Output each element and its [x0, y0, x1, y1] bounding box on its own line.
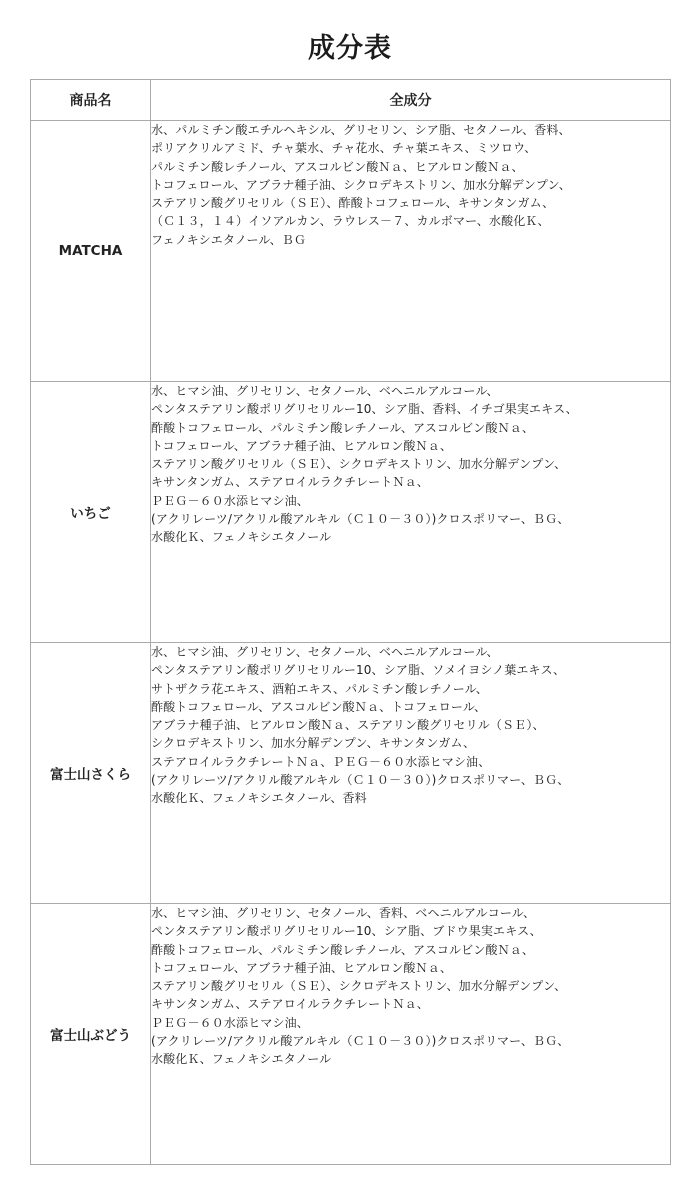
- ingredient-line: ステアリン酸グリセリル（ＳＥ）、酢酸トコフェロール、キサンタンガム、: [151, 196, 555, 211]
- ingredient-line: ステアリン酸グリセリル（ＳＥ）、シクロデキストリン、加水分解デンプン、: [151, 457, 567, 472]
- ingredient-line: 水酸化Ｋ、フェノキシエタノール、香料: [151, 791, 367, 806]
- table-row-ichigo: [31, 382, 671, 643]
- table-header: [31, 80, 671, 121]
- ingredient-list: [151, 382, 671, 643]
- ingredient-line: ペンタステアリン酸ポリグリセリルー10、シア脂、ブドウ果実エキス、: [151, 924, 542, 939]
- ingredient-line: ステアリン酸グリセリル（ＳＥ）、シクロデキストリン、加水分解デンプン、: [151, 979, 567, 994]
- ingredient-line: 酢酸トコフェロール、パルミチン酸レチノール、アスコルビン酸Ｎａ、: [151, 420, 535, 435]
- table-row-fujisan-sakura: [31, 643, 671, 904]
- ingredient-line: (アクリレーツ/アクリル酸アルキル（Ｃ１０－３０）)クロスポリマー、ＢＧ、: [151, 1034, 570, 1049]
- ingredient-line: ポリアクリルアミド、チャ葉水、チャ花水、チャ葉エキス、ミツロウ、: [151, 141, 537, 156]
- column-header-ingredients: 全成分: [151, 80, 671, 121]
- table-row-fujisan-budou: [31, 904, 671, 1165]
- product-name: 富士山ぶどう: [31, 904, 151, 1165]
- ingredient-line: サトザクラ花エキス、酒粕エキス、パルミチン酸レチノール、: [151, 681, 488, 696]
- product-name: いちご: [31, 382, 151, 643]
- product-name: MATCHA: [31, 121, 151, 382]
- ingredient-line: 酢酸トコフェロール、パルミチン酸レチノール、アスコルビン酸Ｎａ、: [151, 942, 535, 957]
- ingredient-line: ＰＥＧ－６０水添ヒマシ油、: [151, 1015, 309, 1030]
- ingredient-line: (アクリレーツ/アクリル酸アルキル（Ｃ１０－３０）)クロスポリマー、ＢＧ、: [151, 512, 570, 527]
- ingredient-line: トコフェロール、アブラナ種子油、シクロデキストリン、加水分解デンプン、: [151, 177, 571, 192]
- ingredient-line: トコフェロール、アブラナ種子油、ヒアルロン酸Ｎａ、: [151, 960, 452, 975]
- ingredient-line: パルミチン酸レチノール、アスコルビン酸Ｎａ、ヒアルロン酸Ｎａ、: [151, 159, 524, 174]
- ingredient-line: ＰＥＧ－６０水添ヒマシ油、: [151, 493, 309, 508]
- ingredient-line: アブラナ種子油、ヒアルロン酸Ｎａ、ステアリン酸グリセリル（ＳＥ）、: [151, 718, 545, 733]
- ingredient-line: (アクリレーツ/アクリル酸アルキル（Ｃ１０－３０）)クロスポリマー、ＢＧ、: [151, 773, 570, 788]
- table-header-row: [31, 80, 671, 121]
- ingredient-line: キサンタンガム、ステアロイルラクチレートＮａ、: [151, 475, 429, 490]
- column-header-product: 商品名: [31, 80, 151, 121]
- ingredient-line: トコフェロール、アブラナ種子油、ヒアルロン酸Ｎａ、: [151, 438, 452, 453]
- ingredient-line: （Ｃ１３，１４）イソアルカン、ラウレス－７、カルボマー、水酸化Ｋ、: [151, 214, 550, 229]
- ingredient-line: 水酸化Ｋ、フェノキシエタノール: [151, 530, 332, 545]
- ingredient-line: 水酸化Ｋ、フェノキシエタノール: [151, 1052, 332, 1067]
- page-title: 成分表: [308, 33, 392, 64]
- ingredient-line: 酢酸トコフェロール、アスコルビン酸Ｎａ、トコフェロール、: [151, 699, 487, 714]
- ingredient-line: 水、ヒマシ油、グリセリン、セタノール、ベヘニルアルコール、: [151, 645, 499, 659]
- ingredient-line: 水、ヒマシ油、グリセリン、セタノール、ベヘニルアルコール、: [151, 384, 499, 398]
- ingredient-line: シクロデキストリン、加水分解デンプン、キサンタンガム、: [151, 736, 476, 751]
- ingredient-line: 水、パルミチン酸エチルヘキシル、グリセリン、シア脂、セタノール、香料、: [151, 123, 571, 137]
- ingredient-line: ペンタステアリン酸ポリグリセリルー10、シア脂、ソメイヨシノ葉エキス、: [151, 663, 566, 678]
- ingredient-line: キサンタンガム、ステアロイルラクチレートＮａ、: [151, 997, 429, 1012]
- ingredient-list: [151, 904, 671, 1165]
- ingredient-line: 水、ヒマシ油、グリセリン、セタノール、香料、ベヘニルアルコール、: [151, 906, 536, 920]
- ingredients-table: [30, 79, 671, 1165]
- ingredient-list: [151, 121, 671, 382]
- ingredient-line: ステアロイルラクチレートＮａ、ＰＥＧ－６０水添ヒマシ油、: [151, 754, 491, 769]
- ingredient-list: [151, 643, 671, 904]
- ingredient-line: ペンタステアリン酸ポリグリセリルー10、シア脂、香料、イチゴ果実エキス、: [151, 402, 578, 417]
- table-row-matcha: [31, 121, 671, 382]
- ingredient-line: フェノキシエタノール、ＢＧ: [151, 232, 307, 247]
- product-name: 富士山さくら: [31, 643, 151, 904]
